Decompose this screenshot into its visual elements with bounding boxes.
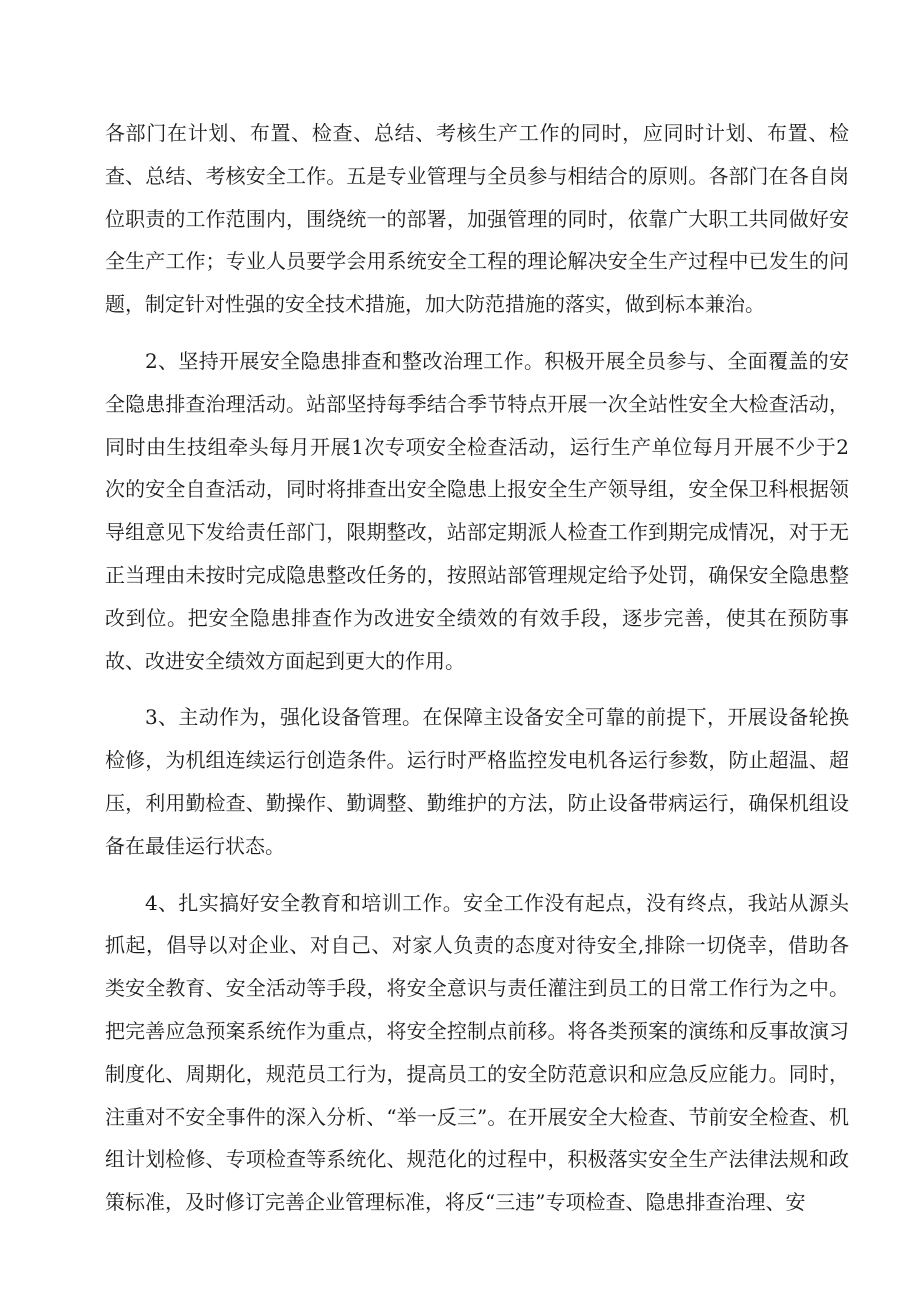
document-body <box>105 112 849 1238</box>
paragraph-safety-education: 4、扎实搞好安全教育和培训工作。安全工作没有起点，没有终点，我站从源头抓起，倡导以对企业、对自己、对家人负责的态度对待安全,排除一切侥幸，借助各类安全教育、安全活动等手段，将安全意识与责任灌注到员工的日常工作行为之中。把完善应急预案系统作为重点，将安全控制点前移。将各类预案的演练和反事故演习制度化、周期化，规范员工行为，提高员工的安全防范意识和应急反应能力。同时，注重对不安全事件的深入分析、“举一反三”。在开展安全大检查、节前安全检查、机组计划检修、专项检查等系统化、规范化的过程中，积极落实安全生产法律法规和政策标准，及时修订完善企业管理标准，将反“三违”专项检查、隐患排查治理、安 <box>105 890 849 1215</box>
paragraph-hazard-inspection: 2、坚持开展安全隐患排查和整改治理工作。积极开展全员参与、全面覆盖的安全隐患排查治理活动。站部坚持每季结合季节特点开展一次全站性安全大检查活动，同时由生技组牵头每月开展1次专项安全检查活动，运行生产单位每月开展不少于2次的安全自查活动，同时将排查出安全隐患上报安全生产领导组，安全保卫科根据领导组意见下发给责任部门，限期整改，站部定期派人检查工作到期完成情况，对于无正当理由未按时完成隐患整改任务的，按照站部管理规定给予处罚，确保安全隐患整改到位。把安全隐患排查作为改进安全绩效的有效手段，逐步完善，使其在预防事故、改进安全绩效方面起到更大的作用。 <box>105 348 849 673</box>
paragraph-equipment-management: 3、主动作为，强化设备管理。在保障主设备安全可靠的前提下，开展设备轮换检修，为机组连续运行创造条件。运行时严格监控发电机各运行参数，防止超温、超压，利用勤检查、勤操作、勤调整、勤维护的方法，防止设备带病运行，确保机组设备在最佳运行状态。 <box>105 705 849 858</box>
paragraph-continuation: 各部门在计划、布置、检查、总结、考核生产工作的同时，应同时计划、布置、检查、总结、考核安全工作。五是专业管理与全员参与相结合的原则。各部门在各自岗位职责的工作范围内，围绕统一的部署，加强管理的同时，依靠广大职工共同做好安全生产工作；专业人员要学会用系统安全工程的理论解决安全生产过程中已发生的问题，制定针对性强的安全技术措施，加大防范措施的落实，做到标本兼治。 <box>105 121 849 317</box>
